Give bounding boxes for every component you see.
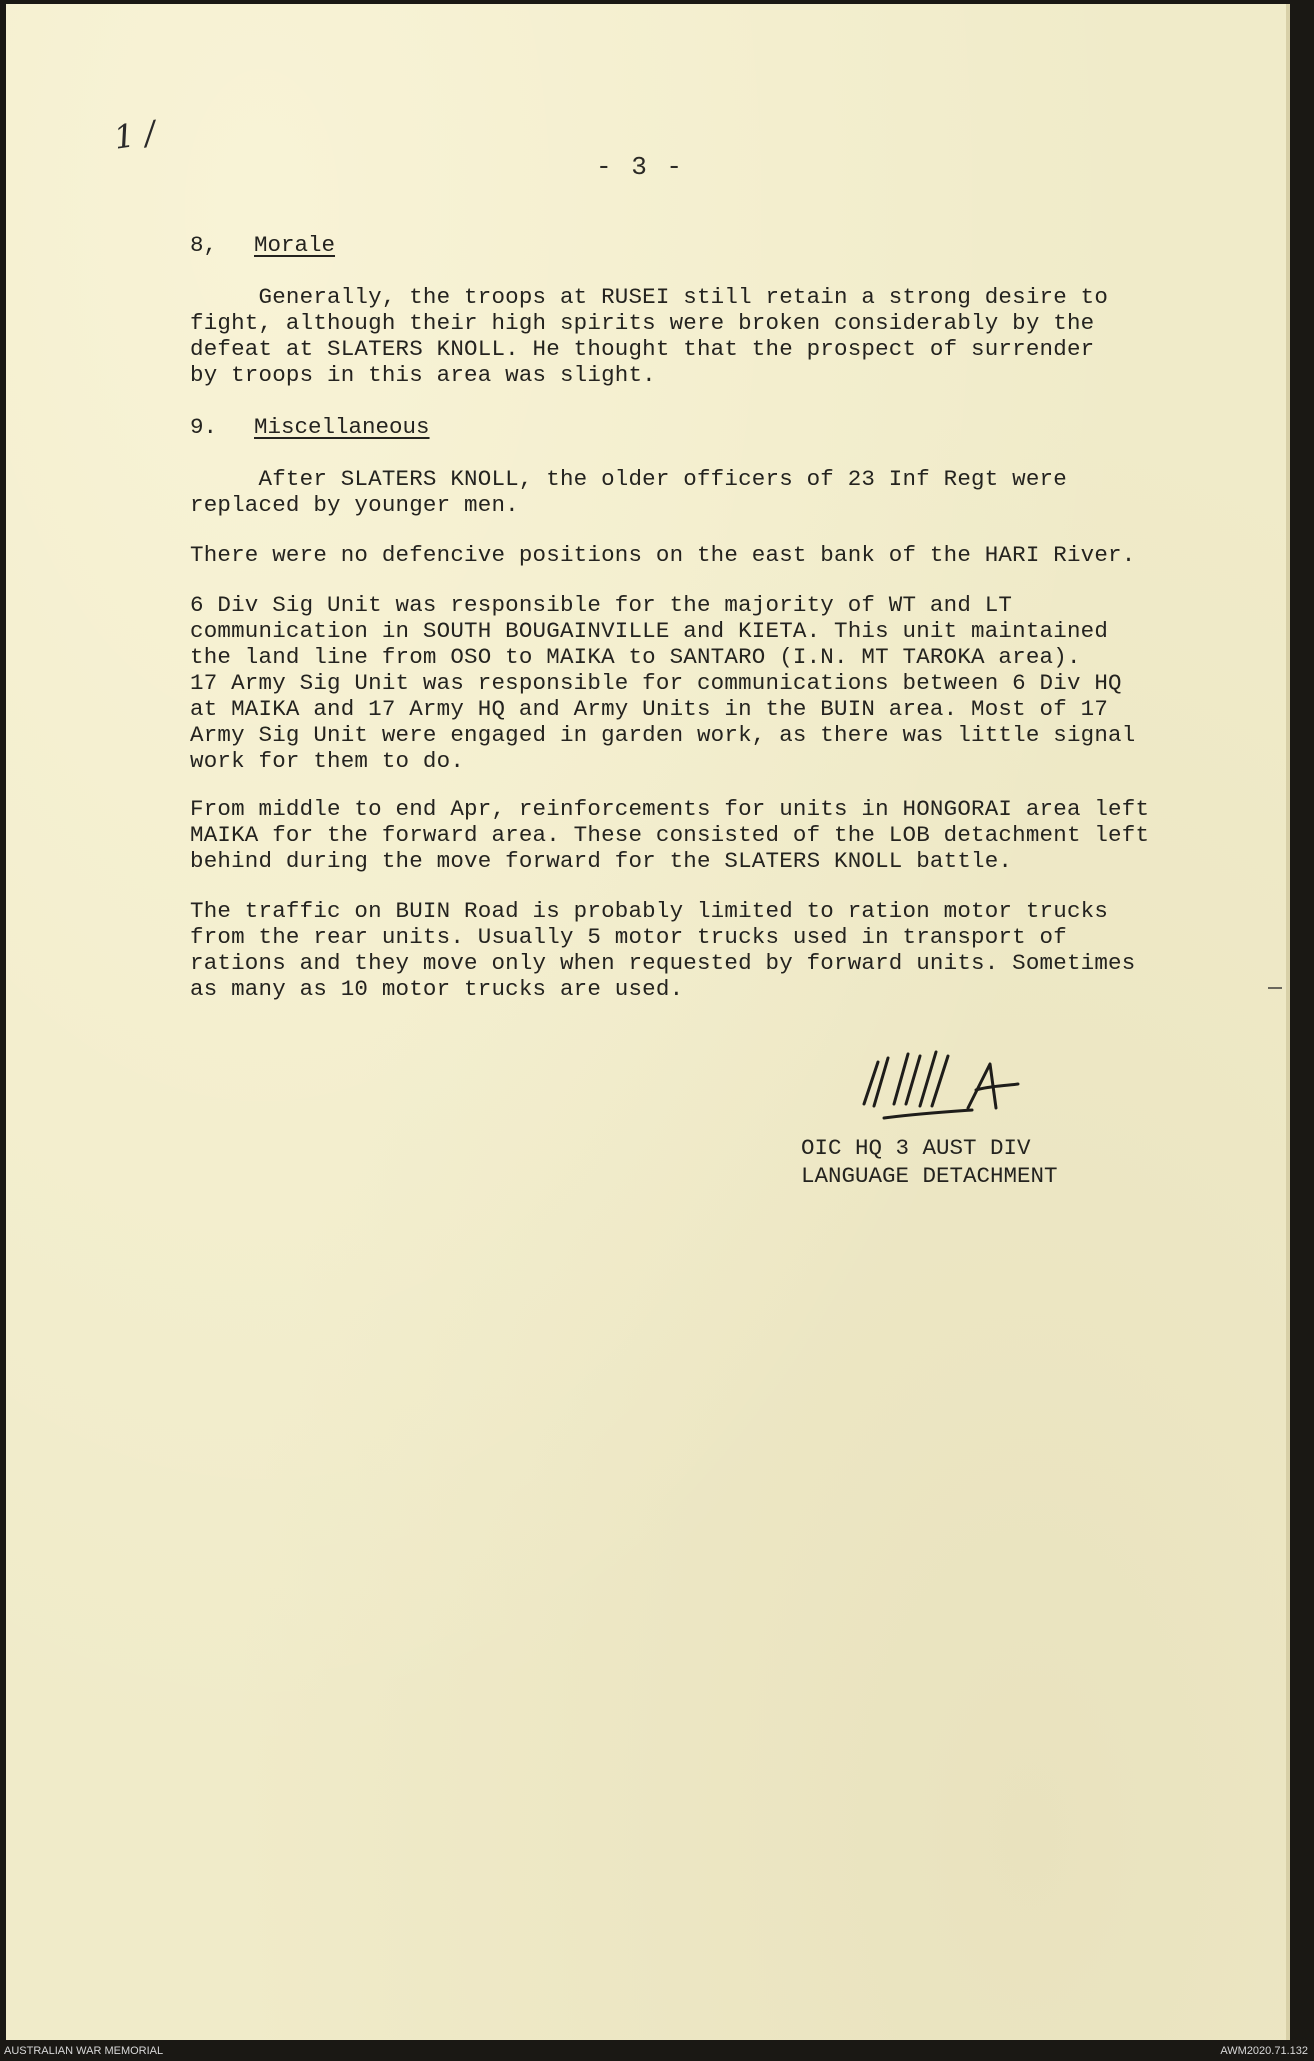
section-9-number: 9. — [190, 414, 218, 440]
section-9-paragraph-1: After SLATERS KNOLL, the older officers of 23 Inf Regt were replaced by younger men. — [190, 466, 1067, 518]
section-9-heading: Miscellaneous — [254, 414, 430, 440]
margin-tick-mark — [1268, 987, 1282, 989]
signature-block — [801, 1134, 1058, 1190]
handwritten-corner-annotation: 1 / — [111, 113, 158, 157]
footer-accession-number: AWM2020.71.132 — [1220, 2045, 1308, 2057]
section-9-paragraph-3: 6 Div Sig Unit was responsible for the majority of WT and LT communication in SOUTH BOUGAINVILLE and KIETA. This unit maintained the land line from OSO to MAIKA to SANTARO (I.N. MT TAROKA area). 17 Army Sig Unit was responsible for communications between 6 Div HQ at MAIKA and 17 Army HQ and Army Units in the BUIN area. Most of 17 Army Sig Unit were engaged in garden work, as there was little signal work for them to do. — [190, 592, 1136, 774]
footer-institution: AUSTRALIAN WAR MEMORIAL — [4, 2045, 164, 2057]
section-8-paragraph-1: Generally, the troops at RUSEI still retain a strong desire to fight, although their high spirits were broken considerably by the defeat at SLATERS KNOLL. He thought that the prospect of surrender by troops in this area was slight. — [190, 284, 1109, 388]
archive-footer — [0, 2044, 1314, 2061]
section-8-number: 8, — [190, 232, 218, 258]
section-9-paragraph-2: There were no defencive positions on the east bank of the HARI River. — [190, 542, 1136, 568]
page-number: - 3 - — [596, 152, 685, 182]
signature-line-2: LANGUAGE DETACHMENT — [801, 1163, 1058, 1189]
section-8-heading: Morale — [254, 232, 336, 258]
section-9-paragraph-4: From middle to end Apr, reinforcements for units in HONGORAI area left MAIKA for the forward area. These consisted of the LOB detachment left behind during the move forward for the SLATERS KNOLL battle. — [190, 796, 1150, 874]
handwritten-signature — [844, 1034, 1034, 1144]
section-9-paragraph-5: The traffic on BUIN Road is probably limited to ration motor trucks from the rear units. Usually 5 motor trucks used in transport of rations and they move only when requested by forward units. Sometimes as many as 10 motor trucks are used. — [190, 898, 1136, 1002]
document-page — [6, 4, 1290, 2040]
signature-line-1: OIC HQ 3 AUST DIV — [801, 1135, 1031, 1161]
